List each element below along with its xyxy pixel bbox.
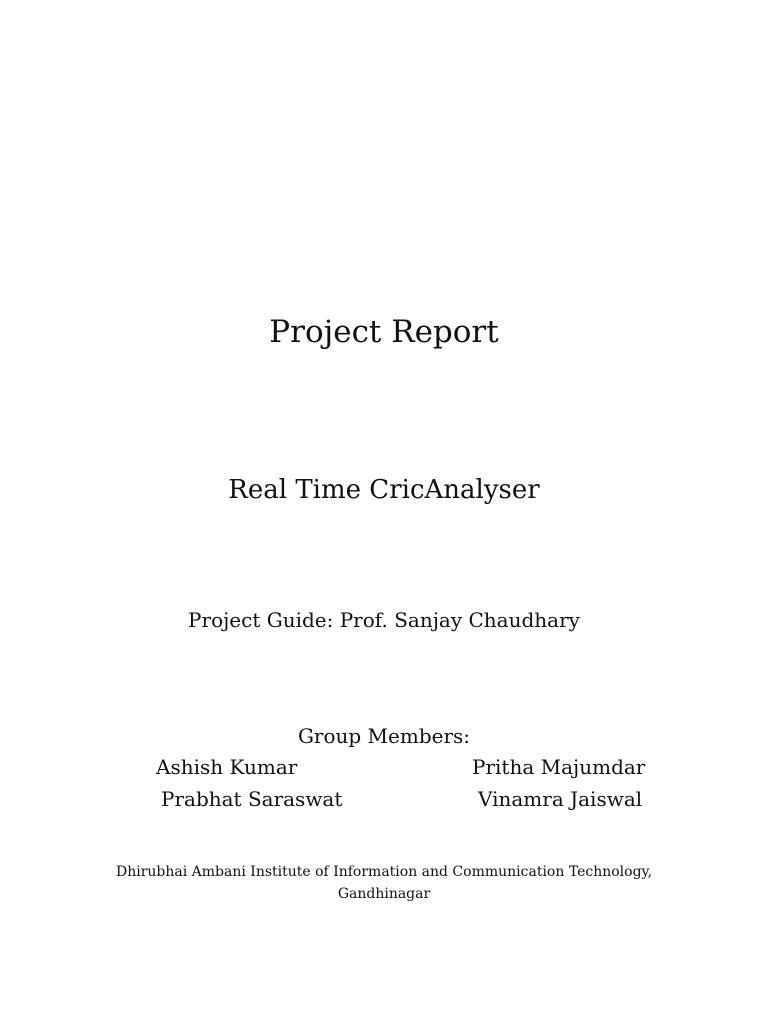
project-guide: Project Guide: Prof. Sanjay Chaudhary xyxy=(188,608,580,632)
group-members-heading: Group Members: xyxy=(297,724,471,748)
report-title: Project Report xyxy=(269,314,499,350)
institute-city: Gandhinagar xyxy=(337,886,431,902)
group-member-3: Prabhat Saraswat xyxy=(161,787,343,811)
institute-name: Dhirubhai Ambani Institute of Information and Communication Technology, xyxy=(115,864,653,880)
project-name: Real Time CricAnalyser xyxy=(228,475,540,505)
group-member-4: Vinamra Jaiswal xyxy=(478,787,643,811)
group-member-2: Pritha Majumdar xyxy=(472,755,646,779)
group-member-1: Ashish Kumar xyxy=(156,755,298,779)
